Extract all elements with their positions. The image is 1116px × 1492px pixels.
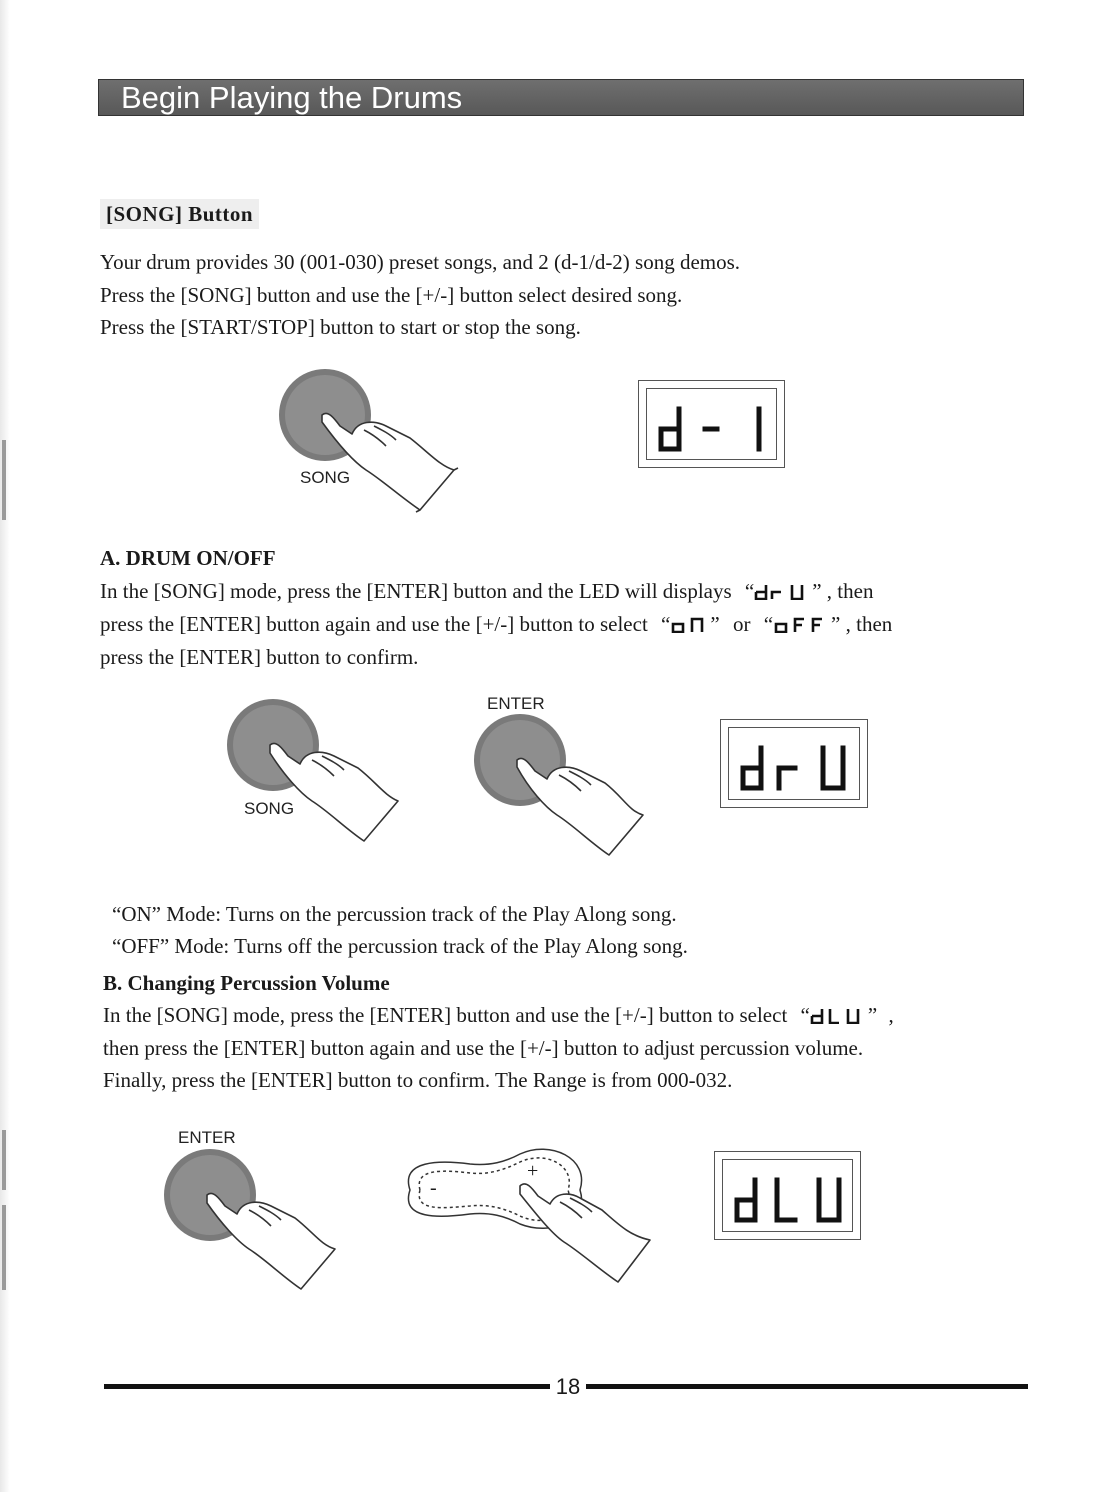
footer-rule-right [586,1384,1028,1389]
song-button-label: SONG [300,468,351,487]
quote-close: ” [812,579,822,603]
off-mode-description: “OFF” Mode: Turns off the percussion track of the Play Along song. [112,934,688,958]
segment-code-on [670,614,710,639]
segment-code-dru [754,581,812,606]
seven-segment-digits [723,1160,853,1232]
text-span: , then [845,612,893,636]
lcd-display-dlu [714,1151,861,1240]
pointing-hand-icon [270,743,398,841]
page-edge-shadow [0,0,10,1492]
percussion-volume-line-3: Finally, press the [ENTER] button to confirm. The Range is from 000-032. [103,1068,733,1092]
scan-mark [2,1205,6,1290]
song-line-1: Your drum provides 30 (001-030) preset songs, and 2 (d-1/d-2) song demos. [100,250,741,274]
quote-open: “ [800,1003,810,1027]
page-number: 18 [555,1374,581,1399]
song-line-3: Press the [START/STOP] button to start or stop the song. [100,315,581,339]
percussion-volume-line-2: then press the [ENTER] button again and use the [+/-] button to adjust percussion volume. [103,1036,864,1060]
song-line-2: Press the [SONG] button and use the [+/-] button select desired song. [100,283,683,307]
lcd-screen [722,1159,853,1232]
section-title-drum-onoff: A. DRUM ON/OFF [100,546,276,570]
plus-minus-button-illustration [380,1140,670,1290]
drum-onoff-line-2 [100,612,892,639]
pointing-hand-icon [520,1184,650,1282]
text-span: or [732,612,751,636]
enter-button-label-2: ENTER [178,1128,236,1147]
minus-label: - [430,1177,437,1199]
quote-open: “ [744,579,755,603]
segment-code-off [773,614,831,639]
enter-pad-press-illustration [465,715,665,875]
section-title-song: [SONG] Button [100,199,259,229]
plus-label: + [527,1160,539,1182]
pointing-hand-icon [322,413,458,512]
lcd-screen [728,727,860,800]
pointing-hand-icon [517,758,643,855]
text-span: press the [ENTER] button again and use the [+/-] button to select [100,612,648,636]
segment-code-dlu [810,1005,868,1030]
scan-mark [2,440,6,520]
scan-mark [2,1130,6,1190]
song-pad-press-illustration [270,360,470,520]
song-pad-press-illustration-2 [218,695,418,855]
drum-onoff-line-3: press the [ENTER] button to confirm. [100,645,419,669]
section-title-percussion-volume: B. Changing Percussion Volume [103,971,390,995]
song-button-label-2: SONG [244,799,295,818]
footer-rule-left [104,1384,550,1389]
seven-segment-digits [647,389,777,460]
seven-segment-digits [729,728,860,800]
pointing-hand-icon [207,1193,335,1289]
quote-close: ” [867,1003,878,1027]
title-bar [98,79,1024,116]
text-span: In the [SONG] mode, press the [ENTER] button and the LED will displays [100,579,732,603]
on-mode-description: “ON” Mode: Turns on the percussion track of the Play Along song. [112,902,677,926]
quote-open: “ [661,612,671,636]
text-span: , [888,1003,894,1027]
lcd-screen [646,388,777,460]
quote-close: ” [710,612,720,636]
quote-open: “ [763,612,774,636]
text-span: , then [826,579,874,603]
enter-pad-press-illustration-2 [155,1145,355,1305]
drum-onoff-line-1 [100,579,873,606]
lcd-display-dru [720,719,868,808]
text-span: In the [SONG] mode, press the [ENTER] button and use the [+/-] button to select [103,1003,788,1027]
lcd-display-d1 [638,380,785,468]
quote-close: ” [831,612,841,636]
percussion-volume-line-1 [103,1003,894,1030]
enter-button-label: ENTER [487,694,545,713]
page-title: Begin Playing the Drums [121,80,463,115]
